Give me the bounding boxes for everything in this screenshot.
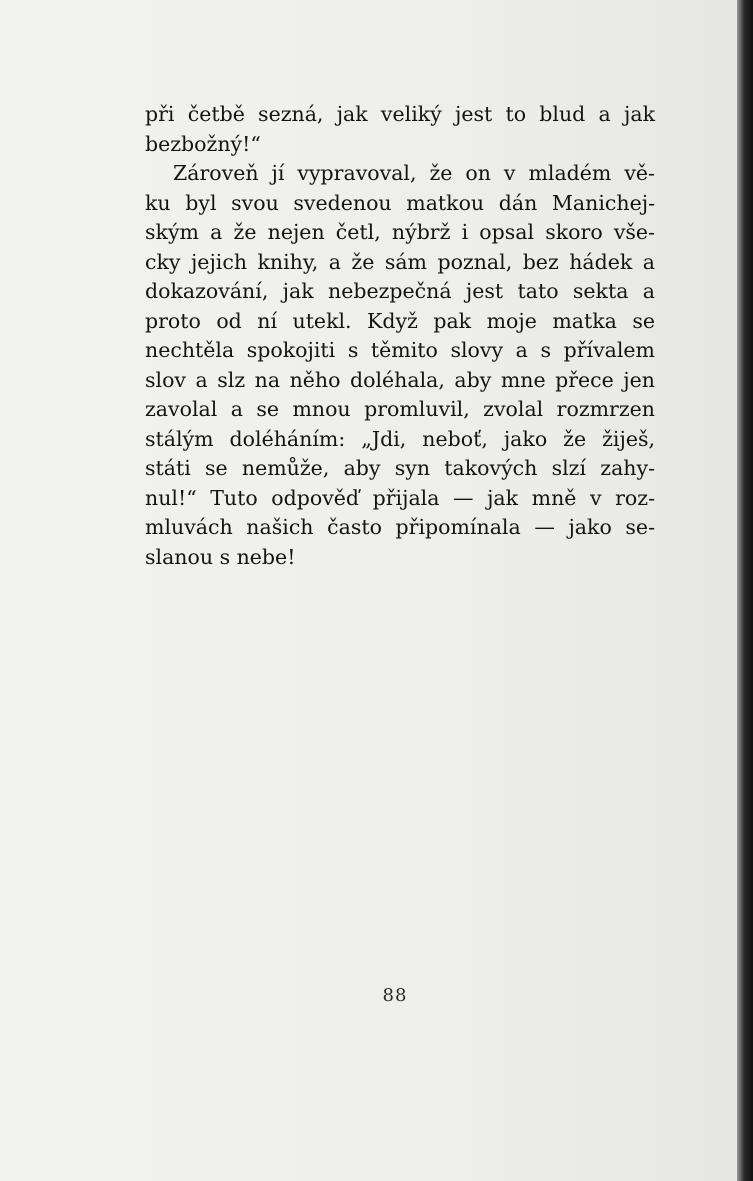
paragraph-start-line: Zároveň jí vypravoval, že on v mladém vě- — [173, 161, 655, 185]
body-text — [145, 100, 655, 572]
text-line: proto od ní utekl. Když pak moje matka se — [145, 308, 655, 333]
text-line: ku byl svou svedenou matkou dán Manichej- — [145, 190, 655, 215]
text-line: státi se nemůže, aby syn takových slzí zahy- — [145, 456, 655, 480]
text-line: zavolal a se mnou promluvil, zvolal rozmrzen — [145, 397, 655, 421]
text-line: stálým doléháním: „Jdi, neboť, jako že žiješ, — [145, 426, 655, 451]
text-line: cky jejich knihy, a že sám poznal, bez hádek a — [145, 249, 655, 274]
text-line: bezbožný!“ — [145, 131, 261, 156]
text-line: slanou s nebe! — [145, 544, 296, 569]
text-line: slov a slz na něho doléhala, aby mne přece jen — [145, 367, 655, 392]
text-line: ským a že nejen četl, nýbrž i opsal skoro vše- — [145, 220, 655, 244]
text-line: dokazování, jak nebezpečná jest tato sekta a — [145, 279, 655, 303]
text-line: nechtěla spokojiti s těmito slovy a s přívalem — [145, 338, 655, 362]
page-number: 88 — [382, 985, 408, 1006]
text-line: nul!“ Tuto odpověď přijala — jak mně v roz- — [145, 485, 655, 510]
text-line: při četbě sezná, jak veliký jest to blud a jak — [145, 102, 655, 126]
text-line: mluvách našich často připomínala — jako se- — [145, 515, 655, 539]
